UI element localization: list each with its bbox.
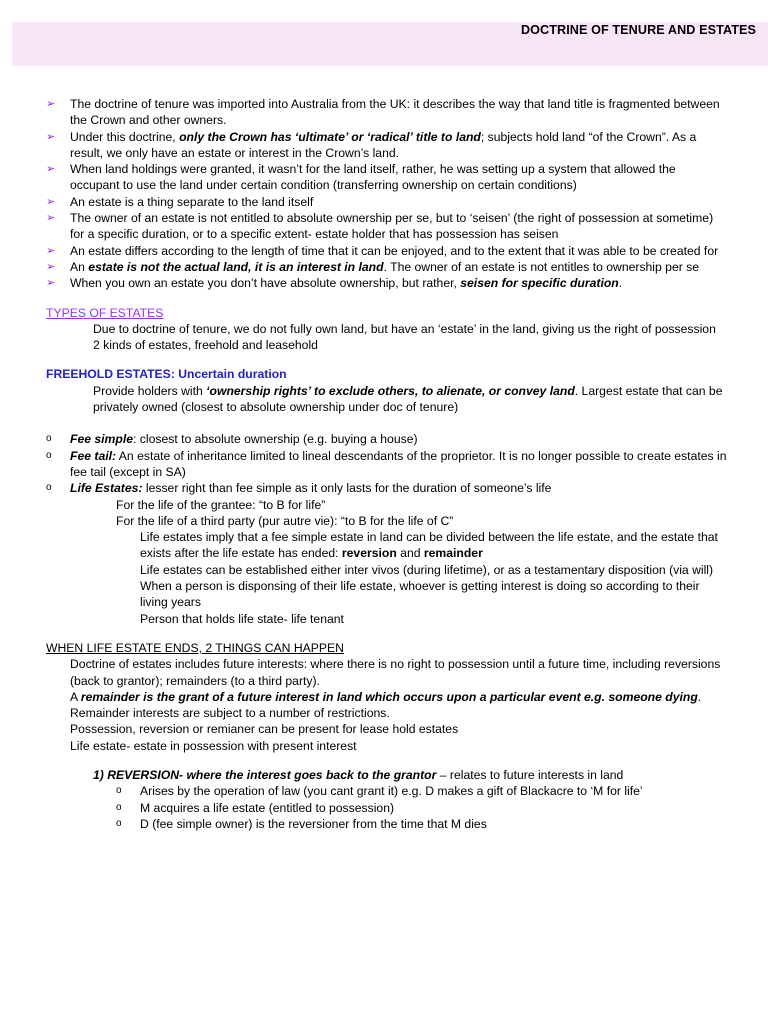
list-item: o M acquires a life estate (entitled to possession) bbox=[116, 800, 395, 815]
list-item: ➢ The doctrine of tenure was imported into Australia from the UK: it describes the way that land title is fragmented between the Crown and other owners. bbox=[46, 97, 720, 128]
types-heading: TYPES OF ESTATES bbox=[46, 305, 164, 320]
circle-bullet-icon: o bbox=[46, 449, 52, 461]
types-line: 2 kinds of estates, freehold and leasehold bbox=[93, 338, 318, 353]
arrow-bullet-icon: ➢ bbox=[46, 195, 56, 208]
list-item: o D (fee simple owner) is the reversioner from the time that M dies bbox=[116, 816, 487, 831]
list-item: o Fee tail: An estate of inheritance limited to lineal descendants of the proprietor. It is no longer possible to create estates in fee tail (except in SA) bbox=[46, 448, 727, 479]
circle-bullet-icon: o bbox=[46, 482, 52, 494]
life-note: Life estates imply that a fee simple estate in land can be divided between the life estate, and the estate that exists after the life estate has ended: reversion and remainder bbox=[140, 530, 718, 561]
intro-bullet-list bbox=[0, 96, 768, 292]
circle-bullet-icon: o bbox=[116, 801, 122, 813]
life-for-line: For the life of the grantee: “to B for life” bbox=[116, 497, 326, 512]
reversion-section bbox=[0, 767, 768, 832]
circle-bullet-icon: o bbox=[116, 817, 122, 829]
circle-bullet-icon: o bbox=[46, 433, 52, 445]
ends-paragraph: Doctrine of estates includes future interests: where there is no right to possession until a future time, including reversions (back to grantor); remainders (to a third party). bbox=[70, 657, 721, 688]
life-note: When a person is disponsing of their life estate, whoever is getting interest is doing so according to their living years bbox=[140, 579, 700, 610]
list-item: ➢ When land holdings were granted, it wasn’t for the land itself, rather, he was setting up a system that allowed the occupant to use the land under certain condition (transferring ownership on certain conditions) bbox=[46, 162, 676, 193]
arrow-bullet-icon: ➢ bbox=[46, 163, 56, 176]
ends-paragraph: A remainder is the grant of a future interest in land which occurs upon a particular event e.g. someone dying. Remainder interests are subject to a number of restrictions. bbox=[70, 689, 702, 721]
document-body bbox=[0, 96, 768, 832]
page-title: DOCTRINE OF TENURE AND ESTATES bbox=[520, 23, 756, 37]
circle-bullet-icon: o bbox=[116, 785, 122, 797]
reversion-list bbox=[0, 783, 768, 832]
list-item: ➢ An estate is not the actual land, it is an interest in land. The owner of an estate is not entitles to ownership per se bbox=[46, 259, 700, 274]
list-item: ➢ An estate is a thing separate to the land itself bbox=[46, 194, 314, 209]
list-item: o Life Estates: lesser right than fee simple as it only lasts for the duration of someone’s life bbox=[46, 481, 552, 496]
arrow-bullet-icon: ➢ bbox=[46, 130, 56, 143]
arrow-bullet-icon: ➢ bbox=[46, 212, 56, 225]
arrow-bullet-icon: ➢ bbox=[46, 260, 56, 273]
arrow-bullet-icon: ➢ bbox=[46, 98, 56, 110]
life-for-line: For the life of a third party (pur autre vie): “to B for the life of C” bbox=[116, 513, 454, 528]
list-item: o Arises by the operation of law (you cant grant it) e.g. D makes a gift of Blackacre to ‘M for life’ bbox=[116, 784, 643, 799]
reversion-heading: 1) REVERSION- where the interest goes back to the grantor – relates to future interests in land bbox=[93, 767, 624, 782]
life-note: Life estates can be established either inter vivos (during lifetime), or as a testamentary disposition (via will) bbox=[140, 562, 714, 577]
freehold-section bbox=[0, 366, 768, 415]
types-line: Due to doctrine of tenure, we do not fully own land, but have an ‘estate’ in the land, giving us the right of possession bbox=[93, 321, 716, 336]
list-item: ➢ When you own an estate you don’t have absolute ownership, but rather, seisen for specific duration. bbox=[46, 276, 623, 291]
ends-paragraph: Possession, reversion or remianer can be present for lease hold estates bbox=[70, 722, 459, 737]
ends-paragraph: Life estate- estate in possession with present interest bbox=[70, 738, 357, 753]
ends-section bbox=[0, 640, 768, 754]
list-item: ➢ An estate differs according to the length of time that it can be enjoyed, and to the extent that it was able to be created for bbox=[46, 243, 719, 258]
list-item: ➢ The owner of an estate is not entitled to absolute ownership per se, but to ‘seisen’ (the right of possession at sometime) for a specific duration, or to a specific extent- estate holder that has possession has seisen bbox=[46, 211, 714, 242]
freehold-heading: FREEHOLD ESTATES: Uncertain duration bbox=[46, 367, 287, 382]
ends-heading: WHEN LIFE ESTATE ENDS, 2 THINGS CAN HAPPEN bbox=[46, 640, 344, 655]
arrow-bullet-icon: ➢ bbox=[46, 244, 56, 257]
list-item: o Fee simple: closest to absolute ownership (e.g. buying a house) bbox=[46, 432, 418, 447]
arrow-bullet-icon: ➢ bbox=[46, 277, 56, 290]
types-section bbox=[0, 305, 768, 354]
fee-list bbox=[0, 431, 768, 496]
freehold-paragraph: Provide holders with ‘ownership rights’ to exclude others, to alienate, or convey land. Largest estate that can be privately owned (closest to absolute ownership under doc of tenure) bbox=[93, 383, 723, 415]
life-note: Person that holds life state- life tenant bbox=[140, 611, 344, 626]
list-item: ➢ Under this doctrine, only the Crown has ‘ultimate’ or ‘radical’ title to land; subjects hold land “of the Crown”. As a result, we only have an estate or interest in the Crown’s land. bbox=[46, 129, 697, 160]
